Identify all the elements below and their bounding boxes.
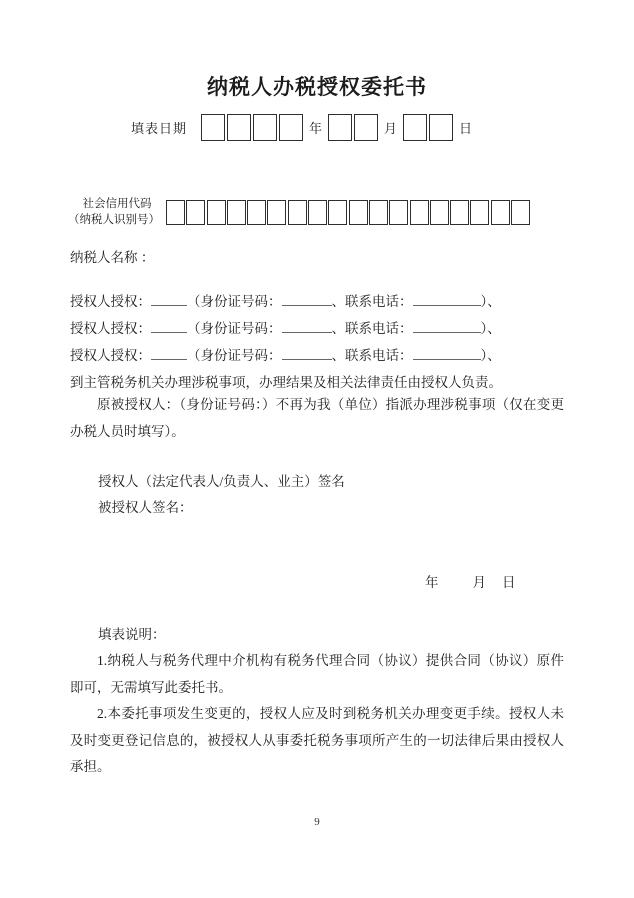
input-box[interactable] — [207, 200, 226, 225]
credit-code-boxes — [166, 200, 531, 225]
authorization-line-3 — [70, 342, 580, 369]
signature-year-label: 年 — [425, 575, 439, 590]
authorizer-prefix-label: 授权人授权： — [70, 321, 151, 336]
input-box[interactable] — [308, 200, 327, 225]
id-number-blank[interactable] — [282, 321, 332, 333]
authorized-name-blank[interactable] — [151, 321, 187, 333]
input-box[interactable] — [267, 200, 286, 225]
instructions-body — [70, 648, 564, 781]
date-day-unit-label: 日 — [459, 121, 473, 136]
signature-day-label: 日 — [502, 575, 516, 590]
id-number-blank[interactable] — [282, 294, 332, 306]
input-box[interactable] — [288, 200, 307, 225]
input-box[interactable] — [328, 114, 352, 141]
input-box[interactable] — [227, 200, 246, 225]
input-box[interactable] — [328, 200, 347, 225]
taxpayer-name-label: 纳税人名称 ： — [70, 250, 155, 265]
input-box[interactable] — [470, 200, 489, 225]
phone-label: 、联系电话： — [331, 294, 413, 309]
phone-label: 、联系电话： — [331, 348, 413, 363]
phone-label: 、联系电话： — [331, 321, 413, 336]
id-number-label: （身份证号码： — [187, 321, 282, 336]
form-date-label: 填表日期 — [131, 121, 188, 136]
instructions-heading: 填表说明： — [98, 627, 166, 642]
page-number: 9 — [314, 816, 320, 828]
line-suffix-label: ）、 — [480, 294, 501, 309]
authorization-block — [70, 288, 580, 396]
input-box[interactable] — [430, 200, 449, 225]
input-box[interactable] — [201, 114, 225, 141]
input-box[interactable] — [279, 114, 303, 141]
input-box[interactable] — [227, 114, 251, 141]
authorized-name-blank[interactable] — [151, 294, 187, 306]
phone-blank[interactable] — [413, 294, 481, 306]
input-box[interactable] — [349, 200, 368, 225]
input-box[interactable] — [389, 200, 408, 225]
date-year-unit-label: 年 — [309, 121, 323, 136]
instruction-item-1: 1.纳税人与税务代理中介机构有税务代理合同（协议）提供合同（协议）原件即可，无需填写此委托书。 — [70, 653, 564, 695]
input-box[interactable] — [511, 200, 530, 225]
input-box[interactable] — [253, 114, 277, 141]
document-title: 纳税人办税授权委托书 — [207, 75, 427, 99]
authorizer-signature-label: 授权人（法定代表人/负责人、业主）签名 — [98, 474, 345, 489]
revoke-note-paragraph: 原被授权人：（身份证号码：）不再为我（单位）指派办理涉税事项（仅在变更办税人员时填写）。 — [70, 397, 564, 439]
phone-blank[interactable] — [413, 348, 481, 360]
input-box[interactable] — [166, 200, 185, 225]
authorized-signature-label: 被授权人签名： — [98, 500, 193, 515]
credit-code-label-line2: （纳税人识别号） — [68, 214, 160, 226]
input-box[interactable] — [247, 200, 266, 225]
authorizer-prefix-label: 授权人授权： — [70, 294, 151, 309]
line-suffix-label: ）、 — [480, 321, 501, 336]
input-box[interactable] — [450, 200, 469, 225]
date-month-boxes — [328, 114, 380, 141]
authorized-name-blank[interactable] — [151, 348, 187, 360]
signature-month-label: 月 — [472, 575, 486, 590]
input-box[interactable] — [186, 200, 205, 225]
instruction-item-2: 2.本委托事项发生变更的，授权人应及时到税务机关办理变更手续。授权人未及时变更登记信息的，被授权人从事委托税务事项所产生的一切法律后果由授权人承担。 — [70, 706, 564, 774]
credit-code-label — [68, 196, 166, 228]
form-date-row — [131, 114, 478, 141]
authorization-tail-text: 到主管税务机关办理涉税事项，办理结果及相关法律责任由授权人负责。 — [70, 375, 502, 390]
authorization-line-1 — [70, 288, 580, 315]
input-box[interactable] — [369, 200, 388, 225]
date-month-unit-label: 月 — [384, 121, 398, 136]
line-suffix-label: ）、 — [480, 348, 501, 363]
id-number-label: （身份证号码： — [187, 348, 282, 363]
input-box[interactable] — [403, 114, 427, 141]
input-box[interactable] — [491, 200, 510, 225]
input-box[interactable] — [410, 200, 429, 225]
authorizer-prefix-label: 授权人授权： — [70, 348, 151, 363]
input-box[interactable] — [354, 114, 378, 141]
id-number-label: （身份证号码： — [187, 294, 282, 309]
credit-code-row — [68, 196, 531, 228]
date-year-boxes — [201, 114, 305, 141]
credit-code-label-line1: 社会信用代码 — [82, 198, 152, 210]
id-number-blank[interactable] — [282, 348, 332, 360]
authorization-line-2 — [70, 315, 580, 342]
input-box[interactable] — [429, 114, 453, 141]
phone-blank[interactable] — [413, 321, 481, 333]
signature-date-row — [425, 571, 516, 591]
date-day-boxes — [403, 114, 455, 141]
